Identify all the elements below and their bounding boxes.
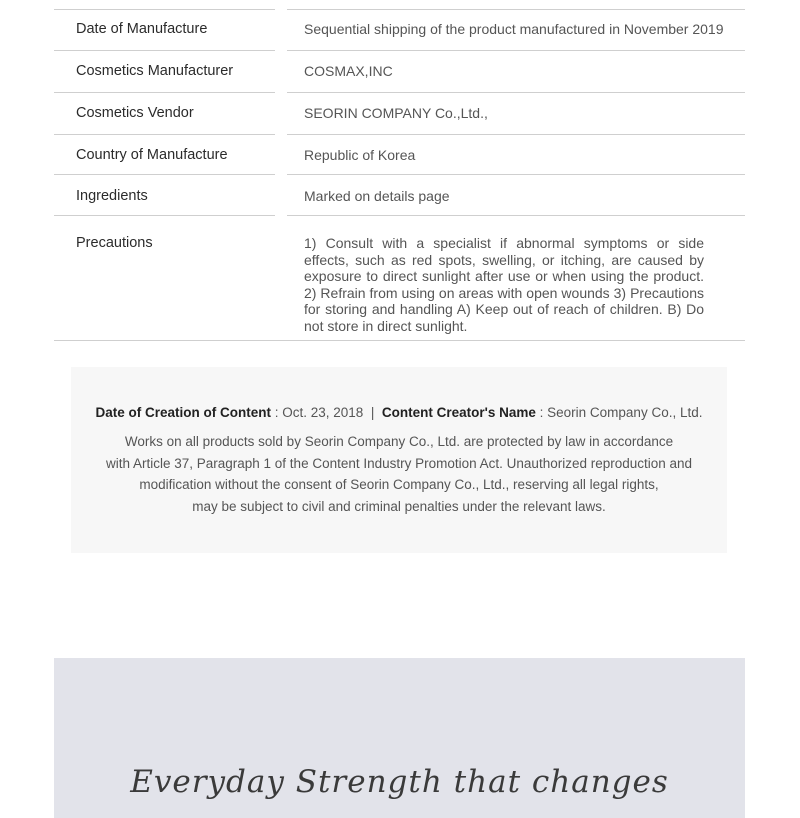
info-value: COSMAX,INC [304,63,393,79]
divider [287,9,745,10]
divider [287,92,745,93]
info-label: Cosmetics Manufacturer [76,63,234,79]
info-label: Cosmetics Vendor [76,105,194,121]
notice-header [71,405,727,420]
info-label: Precautions [76,235,153,251]
divider [54,92,275,93]
info-value: Republic of Korea [304,147,416,163]
divider [287,174,745,175]
brand-banner [54,658,745,818]
info-label: Date of Manufacture [76,21,208,37]
info-value: SEORIN COMPANY Co.,Ltd., [304,105,488,121]
info-label: Country of Manufacture [76,147,228,163]
divider [54,340,745,341]
notice-line: modification without the consent of Seorin Company Co., Ltd., reserving all legal rights, [139,477,659,493]
divider [287,215,745,216]
divider [54,174,275,175]
notice-line: Works on all products sold by Seorin Company Co., Ltd. are protected by law in accordance [124,434,674,449]
creator-value: : Seorin Company Co., Ltd. [539,405,703,420]
divider [54,50,275,51]
divider [287,134,745,135]
notice-line: with Article 37, Paragraph 1 of the Content Industry Promotion Act. Unauthorized reproduction and [105,455,693,471]
info-value: Marked on details page [304,188,450,204]
creation-date-value: : Oct. 23, 2018 [274,405,364,420]
divider [54,9,275,10]
notice-separator: | [370,405,375,420]
info-value: Sequential shipping of the product manufactured in November 2019 [304,21,724,37]
notice-line: may be subject to civil and criminal penalties under the relevant laws. [192,499,606,515]
info-label: Ingredients [76,188,148,204]
info-value: 1) Consult with a specialist if abnormal symptoms or side effects, such as red spots, swelling, or itching, are caused by exposure to direct sunlight after use or when using the product. 2) Refrain from using on areas with open wounds 3) Precautions for storing and handling A) Keep out of reach of children. B) Do not store in direct sunlight. [304,235,704,334]
copyright-notice [71,367,727,553]
banner-slogan: Everyday Strength that changes [130,764,669,800]
divider [287,50,745,51]
divider [54,215,275,216]
creator-label: Content Creator's Name [381,405,536,420]
divider [54,134,275,135]
creation-date-label: Date of Creation of Content [95,405,271,420]
notice-body [71,431,727,518]
